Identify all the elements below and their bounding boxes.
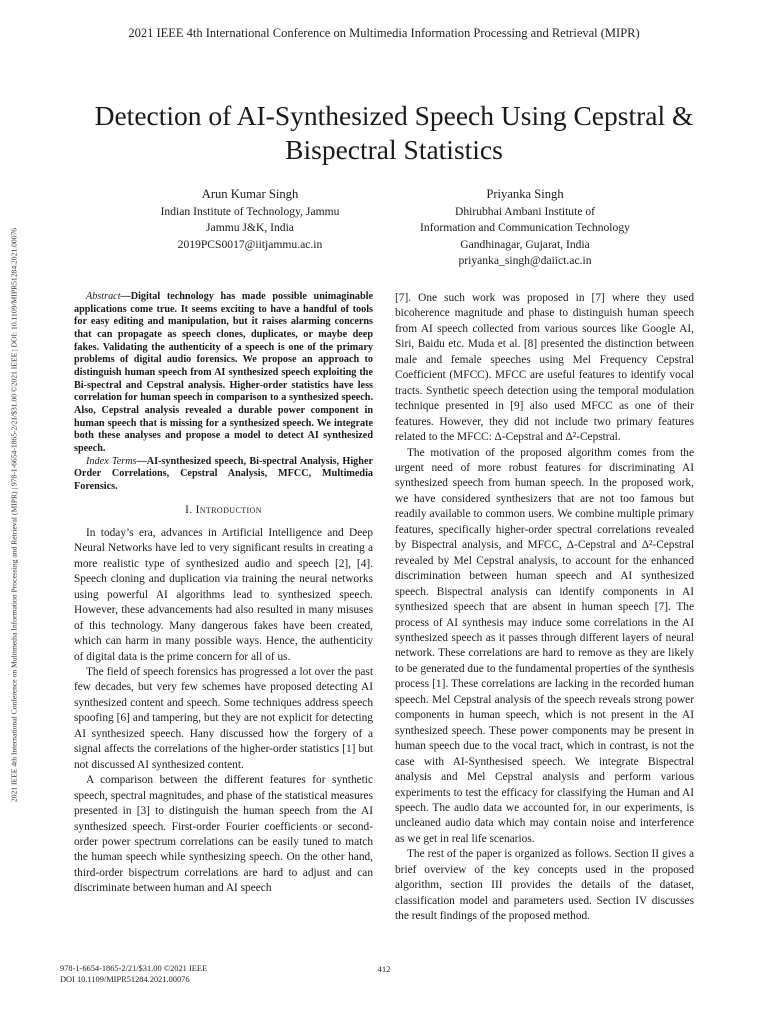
index-terms: [74, 456, 373, 494]
author-block-2: [380, 186, 670, 269]
author-affiliation-line: Dhirubhai Ambani Institute of: [454, 205, 596, 219]
side-margin-citation: [9, 120, 19, 910]
author-affiliation-line: Indian Institute of Technology, Jammu: [160, 205, 340, 219]
section-heading-introduction: [74, 503, 373, 518]
body-paragraph: [7]. One such work was proposed in [7] where they used bicoherence magnitude and phase to distinguish human speech from AI speech collected from various sources like Google AI, Siri, Baidu etc. Muda et al. [8] presented the distinction between male and female speeches using Mel Frequency Cepstral Coefficient (MFCC). MFCC are useful features to identify vocal tracts. Synthetic speech detection using the temporal modulation technique presented in [9] also used MFCC as one of their features. However, they did not include two primary features related to the MFCC: Δ-Cepstral and Δ²-Cepstral.: [395, 292, 694, 444]
abstract: [74, 291, 373, 456]
author-email: 2019PCS0017@iitjammu.ac.in: [177, 237, 323, 251]
section-title: Introduction: [195, 503, 262, 516]
index-terms-text: —AI-synthesized speech, Bi-spectral Analysis, Higher Order Correlations, Cepstral Analysis, MFCC, Multimedia Forensics.: [74, 455, 373, 492]
left-column: [74, 291, 373, 897]
body-paragraph: The rest of the paper is organized as follows. Section II gives a brief overview of the key concepts used in the proposed algorithm, section III provides the details of the dataset, classification model and parameters used. Section IV discusses the result findings of the proposed method.: [395, 848, 694, 923]
author-name: Arun Kumar Singh: [201, 187, 299, 201]
author-affiliation-line: Gandhinagar, Gujarat, India: [460, 237, 590, 251]
abstract-label: Abstract: [86, 291, 121, 302]
body-paragraph: The field of speech forensics has progressed a lot over the past few decades, but very few schemes have proposed detecting AI synthesized content and speech. Some techniques address speech spoofing [6] and tampering, but they are not explicit for detecting AI synthesized speech. Hany discussed how the forgery of a signal affects the correlations of the higher-order statistics [1] but not discussed AI synthesized content.: [74, 666, 373, 771]
section-number: I.: [185, 503, 193, 516]
body-paragraph: A comparison between the different features for synthetic speech, spectral magnitudes, and phase of the statistical measures presented in [3] to distinguish the human speech from the AI synthesized speech. First-order Fourier coefficients or second-order power spectrum correlations can be easily tuned to match the human speech while synthesizing speech. On the other hand, third-order bispectrum correlations are hard to adjust and can discriminate between human and AI speech: [74, 774, 373, 895]
paper-title: Detection of AI-Synthesized Speech Using Cepstral & Bispectral Statistics: [94, 100, 694, 165]
conference-header: 2021 IEEE 4th International Conference on Multimedia Information Processing and Retrieval (MIPR): [128, 26, 640, 40]
page-number: 412: [377, 964, 391, 974]
body-paragraph: In today’s era, advances in Artificial Intelligence and Deep Neural Networks have led to very significant results in creating a more realistic type of synthesized audio and speech [2], [4]. Speech cloning and duplication via training the neural networks using powerful AI algorithms lead to synthesized speech. However, these advancements had also resulted in many misuses of this technology. Many dangerous fakes have been created, which can harm in many possible ways. Hence, the authenticity of digital data is the prime concern for all of us.: [74, 526, 373, 663]
author-name: Priyanka Singh: [486, 187, 564, 201]
side-margin-text: 2021 IEEE 4th International Conference on Multimedia Information Processing and Retrieval (MIPR) | 978-1-6654-1865-2/21/$31.00 ©2021 IEEE | DOI: 10.1109/MIPR51284.2021.00076: [9, 227, 19, 803]
right-column: [395, 291, 694, 925]
index-terms-label: Index Terms: [86, 455, 137, 467]
author-affiliation-line: Information and Communication Technology: [420, 221, 630, 235]
body-paragraph: The motivation of the proposed algorithm comes from the urgent need of more robust features for discriminating AI synthesized speech from human speech. In the proposed work, we have considered synthesizers that are not too famous but readily available to common users. We combine multiple primary features, specifically higher-order spectral correlations revealed by Bispectral analysis, and MFCC, Δ-Cepstral and Δ²-Cepstral revealed by Mel Cepstral analysis, to account for the enhanced discrimination between human speech and AI synthesized speech. Bispectral analysis can identify components in AI synthesized speech that are absent in human speech [7]. The process of AI synthesis may induce some correlations in the AI synthesized speech as it passes through different layers of neural network. These correlations are hard to remove as they are likely to be generated due to the fundamental properties of the synthesis process [1]. These correlations are lacking in the recorded human speech. Mel Cepstral analysis of the speech reveals strong power components in human speech, which is not present in the AI synthesized speech. These power components may be present in human speech due to the vocal tract, which in contrast, is not the case with AI-Synthesised speech. We integrate Bispectral analysis and Mel Cepstral analysis and perform various experiments to test the efficacy for classifying the Human and AI speech. The audio data we accounted for, in our experiments, is uncleaned audio data which may contain noise and interference as we get in real life scenarios.: [395, 446, 694, 845]
footer-isbn: 978-1-6654-1865-2/21/$31.00 ©2021 IEEE: [60, 964, 208, 973]
author-affiliation-line: Jammu J&K, India: [206, 221, 294, 235]
author-email: priyanka_singh@daiict.ac.in: [458, 253, 592, 267]
footer-doi: DOI 10.1109/MIPR51284.2021.00076: [60, 974, 190, 984]
abstract-text: —Digital technology has made possible unimaginable applications come true. It seems exciting to have a handful of tools for easy editing and manipulation, but it raises alarming concerns that can propagate as speech clones, duplicates, or maybe deep fakes. Validating the authenticity of a speech is one of the primary problems of digital audio forensics. We propose an approach to distinguish human speech from AI synthesized speech exploiting the Bi-spectral and Cepstral analysis. Higher-order statistics have less correlation for human speech in comparison to a synthesized speech. Also, Cepstral analysis revealed a durable power component in human speech that is missing for a synthesized speech. We integrate both these analyses and propose a model to detect AI synthesized speech.: [74, 291, 373, 454]
author-block-1: [120, 186, 380, 253]
